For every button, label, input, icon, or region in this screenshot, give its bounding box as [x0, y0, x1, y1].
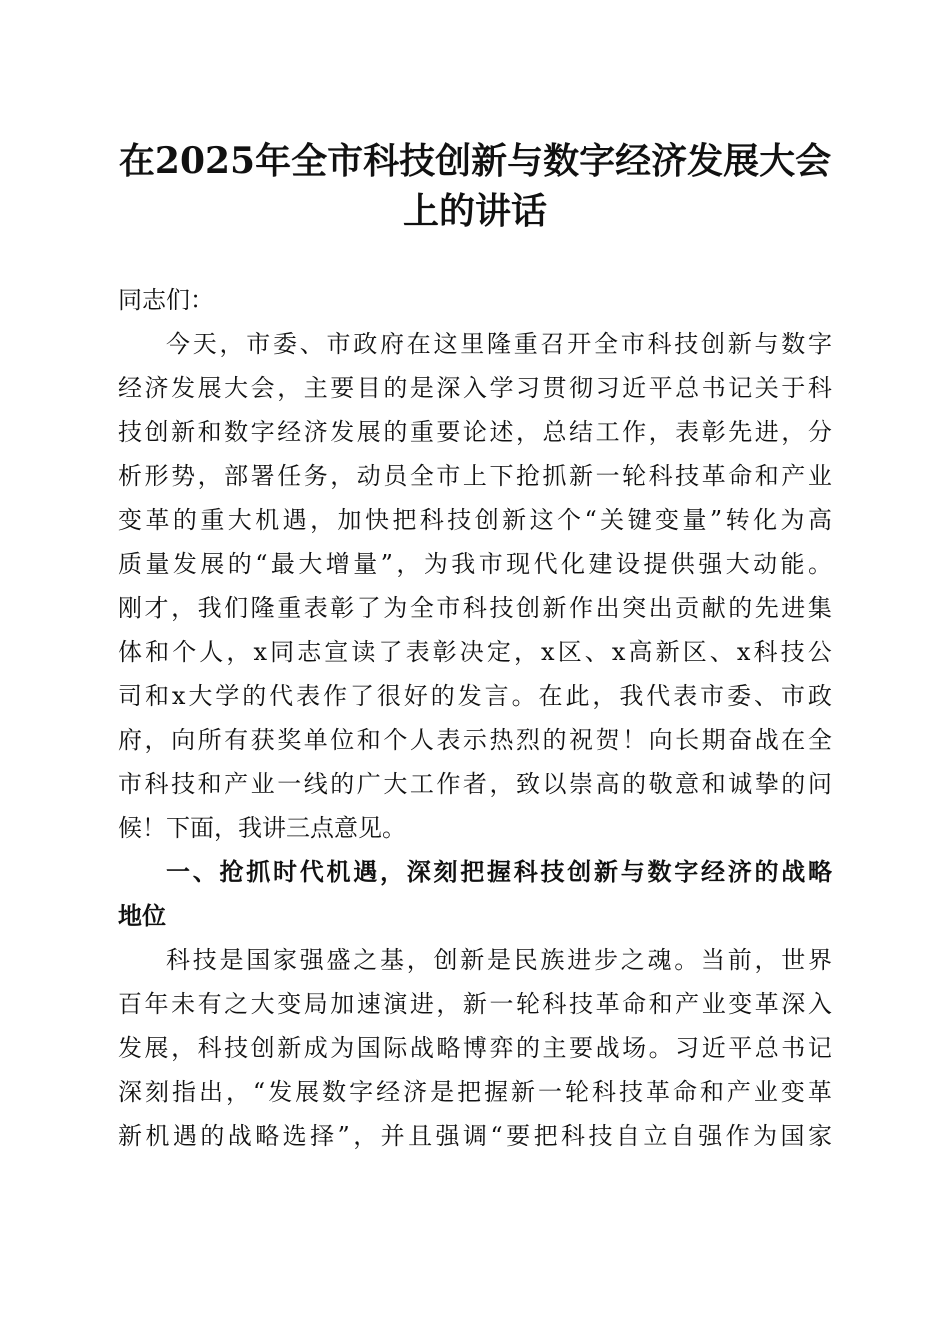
title-line-2: 上的讲话 — [402, 190, 547, 232]
greeting: 同志们： — [118, 286, 214, 314]
paragraph-line: 技 创 新 和 数 字 经 济 发 展 的 重 要 论 述 ， 总 结 工 作 ， 表 彰 先 进 ， 分 — [118, 418, 832, 446]
paragraph-line: 体 和 个 人 ， x 同 志 宣 读 了 表 彰 决 定 ， x 区 、 x 高 新 区 、 x 科 技 公 — [118, 638, 832, 666]
paragraph-line: 深 刻 指 出 ， “ 发 展 数 字 经 济 是 把 握 新 一 轮 科 技 革 命 和 产 业 变 革 — [118, 1078, 832, 1106]
paragraph-line: 析 形 势 ， 部 署 任 务 ， 动 员 全 市 上 下 抢 抓 新 一 轮 科 技 革 命 和 产 业 — [118, 462, 832, 490]
paragraph-1 — [118, 322, 832, 850]
speech-body — [118, 278, 832, 1158]
paragraph-2 — [118, 938, 832, 1158]
paragraph-line: 经 济 发 展 大 会 ， 主 要 目 的 是 深 入 学 习 贯 彻 习 近 平 总 书 记 关 于 科 — [118, 374, 832, 402]
paragraph-line: 市 科 技 和 产 业 一 线 的 广 大 工 作 者 ， 致 以 崇 高 的 敬 意 和 诚 挚 的 问 — [118, 770, 832, 798]
page-title — [118, 136, 832, 236]
heading-line: 一 、 抢 抓 时 代 机 遇 ， 深 刻 把 握 科 技 创 新 与 数 字 经 济 的 战 略 — [166, 858, 832, 886]
paragraph-line: 刚 才 ， 我 们 隆 重 表 彰 了 为 全 市 科 技 创 新 作 出 突 出 贡 献 的 先 进 集 — [118, 594, 832, 622]
paragraph-line: 百 年 未 有 之 大 变 局 加 速 演 进 ， 新 一 轮 科 技 革 命 和 产 业 变 革 深 入 — [118, 990, 832, 1018]
heading-line: 地位 — [118, 902, 166, 930]
title-line-1: 在2025年全市科技创新与数字经济发展大会 — [118, 140, 832, 182]
paragraph-line: 科 技 是 国 家 强 盛 之 基 ， 创 新 是 民 族 进 步 之 魂 。 当 前 ， 世 界 — [166, 946, 832, 974]
paragraph-line: 府 ， 向 所 有 获 奖 单 位 和 个 人 表 示 热 烈 的 祝 贺 ！ 向 长 期 奋 战 在 全 — [118, 726, 832, 754]
paragraph-line: 今 天 ， 市 委 、 市 政 府 在 这 里 隆 重 召 开 全 市 科 技 创 新 与 数 字 — [166, 330, 832, 358]
paragraph-line: 发 展 ， 科 技 创 新 成 为 国 际 战 略 博 弈 的 主 要 战 场 。 习 近 平 总 书 记 — [118, 1034, 832, 1062]
paragraph-line: 新 机 遇 的 战 略 选 择 ” ， 并 且 强 调 “ 要 把 科 技 自 立 自 强 作 为 国 家 — [118, 1122, 832, 1150]
paragraph-line: 变 革 的 重 大 机 遇 ， 加 快 把 科 技 创 新 这 个 “ 关 键 变 量 ” 转 化 为 高 — [118, 506, 832, 534]
paragraph-line: 司 和 x 大 学 的 代 表 作 了 很 好 的 发 言 。 在 此 ， 我 代 表 市 委 、 市 政 — [118, 682, 832, 710]
paragraph-line: 候！下面，我讲三点意见。 — [118, 814, 406, 842]
section-heading-1 — [118, 850, 832, 938]
paragraph-line: 质 量 发 展 的 “ 最 大 增 量 ” ， 为 我 市 现 代 化 建 设 提 供 强 大 动 能 。 — [118, 550, 832, 578]
